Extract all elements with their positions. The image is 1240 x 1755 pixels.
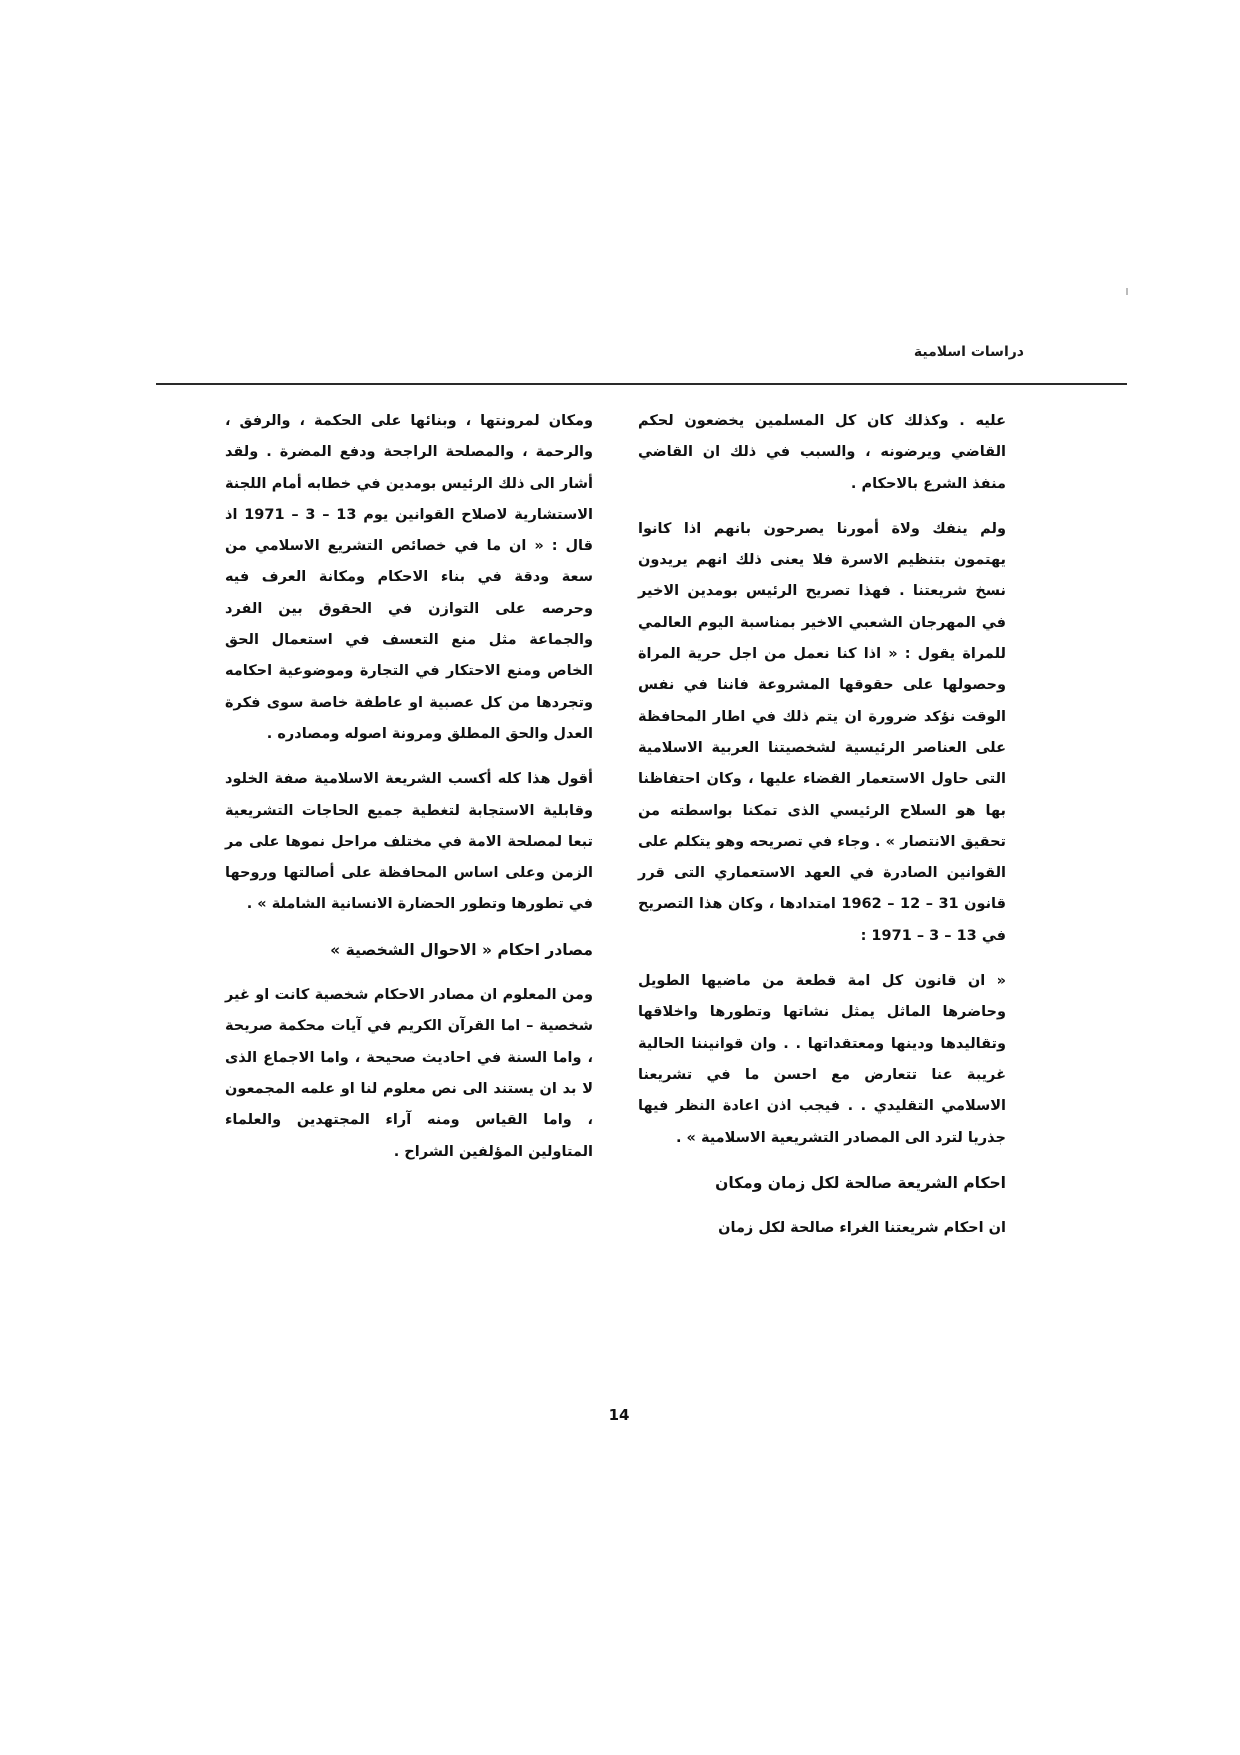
paragraph: أقول هذا كله أكسب الشريعة الاسلامية صفة الخلود وقابلية الاستجابة لتغطية جميع الحاجات التشريعية تبعا لمصلحة الامة في مختلف مراحل نموها على مر الزمن وعلى اساس المحافظة على أصالتها وروحها في تطورها وتطور الحضارة الانسانية الشاملة » . <box>225 771 593 913</box>
section-heading: احكام الشريعة صالحة لكل زمان ومكان <box>715 1173 1006 1192</box>
paragraph: ومن المعلوم ان مصادر الاحكام شخصية كانت او غير شخصية – اما القرآن الكريم في آيات محكمة صريحة ، واما السنة في احاديث صحيحة ، واما الاجماع الذى لا بد ان يستند الى نص معلوم لنا او علمه المجمعون ، واما القياس ومنه آراء المجتهدين والعلماء المتاولين المؤلفين الشراح . <box>225 987 593 1160</box>
paragraph: « ان قانون كل امة قطعة من ماضيها الطويل وحاضرها الماثل يمثل نشاتها وتطورها واخلاقها وتقاليدها ودينها ومعتقداتها . . وان قوانيننا الحالية غريبة عنا تتعارض مع احسن ما في تشريعنا الاسلامي التقليدي . . فيجب اذن اعادة النظر فيها جذريا لترد الى المصادر التشريعية الاسلامية » . <box>638 973 1006 1146</box>
section-heading: مصادر احكام « الاحوال الشخصية » <box>330 940 593 959</box>
right-column <box>638 406 1006 1258</box>
paragraph: عليه . وكذلك كان كل المسلمين يخضعون لحكم القاضي ويرضونه ، والسبب في ذلك ان القاضي منفذ الشرع بالاحكام . <box>638 413 1006 492</box>
running-header: دراسات اسلامية <box>913 344 1024 360</box>
paragraph: ولم ينفك ولاة أمورنا يصرحون بانهم اذا كانوا يهتمون بتنظيم الاسرة فلا يعنى ذلك انهم يريدون نسخ شريعتنا . فهذا تصريح الرئيس بومدين الاخير في المهرجان الشعبي الاخير بمناسبة اليوم العالمي للمراة يقول : « اذا كنا نعمل من اجل حرية المراة وحصولها على حقوقها المشروعة فاننا في نفس الوقت نؤكد ضرورة ان يتم ذلك في اطار المحافظة على العناصر الرئيسية لشخصيتنا العربية الاسلامية التى حاول الاستعمار القضاء عليها ، وكان احتفاظنا بها هو السلاح الرئيسي الذى تمكنا بواسطته من تحقيق الانتصار » . وجاء في تصريحه وهو يتكلم على القوانين الصادرة في العهد الاستعماري التى قرر قانون 31 – 12 – 1962 امتدادها ، وكان هذا التصريح في 13 – 3 – 1971 : <box>638 520 1006 944</box>
scan-edge-mark <box>1126 288 1128 295</box>
left-column <box>225 406 593 1182</box>
page-number: 14 <box>608 1406 630 1424</box>
paragraph: ومكان لمرونتها ، وبنائها على الحكمة ، والرفق ، والرحمة ، والمصلحة الراجحة ودفع المضرة . ولقد أشار الى ذلك الرئيس بومدين في خطابه أمام اللجنة الاستشارية لاصلاح القوانين يوم 13 – 3 – 1971 اذ قال : « ان ما في خصائص التشريع الاسلامي من سعة ودقة في بناء الاحكام ومكانة العرف فيه وحرصه على التوازن في الحقوق بين الفرد والجماعة مثل منع التعسف في استعمال الحق الخاص ومنع الاحتكار في التجارة وموضوعية احكامه وتجردها من كل عصبية او عاطفة خاصة سوى فكرة العدل والحق المطلق ومرونة اصوله ومصادره . <box>225 413 593 742</box>
paragraph: ان احكام شريعتنا الغراء صالحة لكل زمان <box>718 1220 1006 1237</box>
header-divider <box>156 383 1127 385</box>
